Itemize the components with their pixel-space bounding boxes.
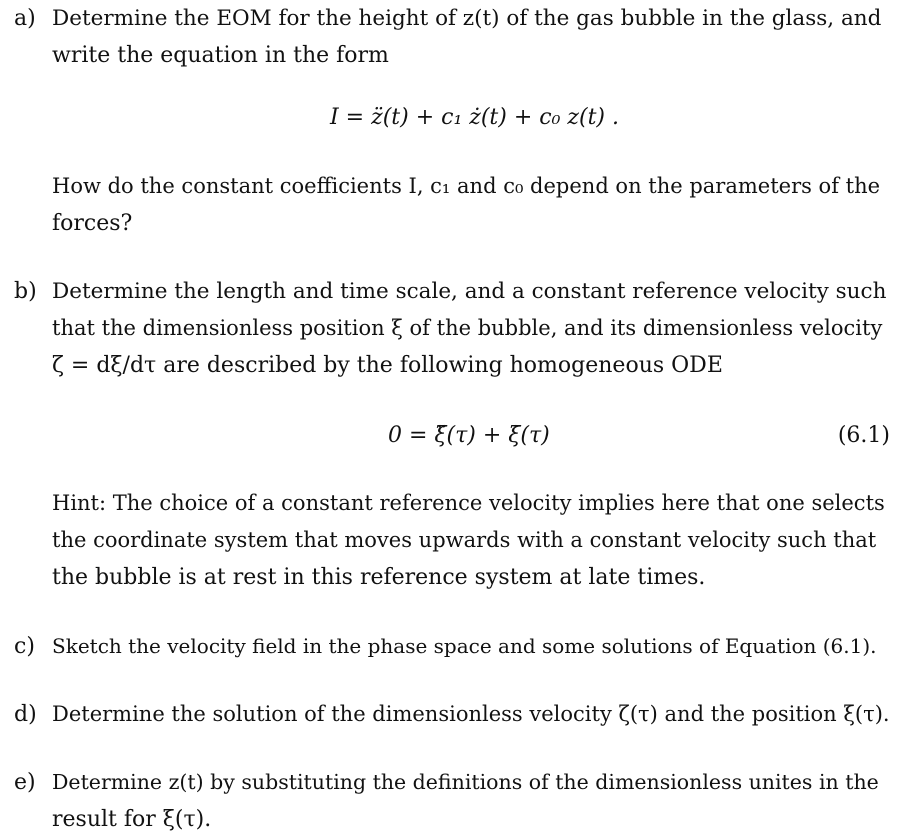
item-marker: a) — [14, 6, 36, 31]
item-text — [52, 0, 890, 74]
text-line: Sketch the velocity field in the phase space and some solutions of Equation (6.1). — [52, 634, 877, 658]
item-text — [52, 273, 890, 384]
text-line: that the dimensionless position ξ of the bubble, and its dimensionless velocity — [52, 316, 883, 340]
text-line: Determine the EOM for the height of z(t) of the gas bubble in the glass, and — [52, 6, 882, 31]
text-line: Determine the solution of the dimensionless velocity ζ(τ) and the position ξ(τ). — [52, 702, 890, 726]
item-follow-text — [52, 168, 890, 242]
item-text — [52, 696, 890, 733]
text-line: result for ξ(τ). — [52, 807, 212, 832]
text-line: Hint: The choice of a constant reference velocity implies here that one selects — [52, 491, 885, 515]
text-line: the bubble is at rest in this reference system at late times. — [52, 565, 706, 590]
text-line: ζ = dξ/dτ are described by the following homogeneous ODE — [52, 353, 723, 378]
item-marker: c) — [14, 634, 35, 659]
text-line: Determine the length and time scale, and a constant reference velocity such — [52, 279, 887, 304]
item-marker: b) — [14, 279, 37, 304]
item-marker: e) — [14, 770, 36, 795]
item-marker: d) — [14, 702, 37, 727]
text-line: write the equation in the form — [52, 43, 389, 68]
hint-text — [52, 485, 890, 596]
text-line: Determine z(t) by substituting the definitions of the dimensionless unites in the — [52, 770, 879, 794]
text-line: forces? — [52, 211, 133, 236]
text-line: How do the constant coefficients I, c₁ and c₀ depend on the parameters of the — [52, 174, 881, 198]
equation-number: (6.1) — [837, 423, 890, 448]
equation-ode: 0 = ξ̈(τ) + ξ̇(τ) — [388, 423, 550, 448]
item-text — [52, 628, 890, 665]
text-line: the coordinate system that moves upwards with a constant velocity such that — [52, 528, 877, 552]
item-text — [52, 764, 890, 838]
equation-eom: I = z̈(t) + c₁ ż(t) + c₀ z(t) . — [330, 105, 619, 130]
